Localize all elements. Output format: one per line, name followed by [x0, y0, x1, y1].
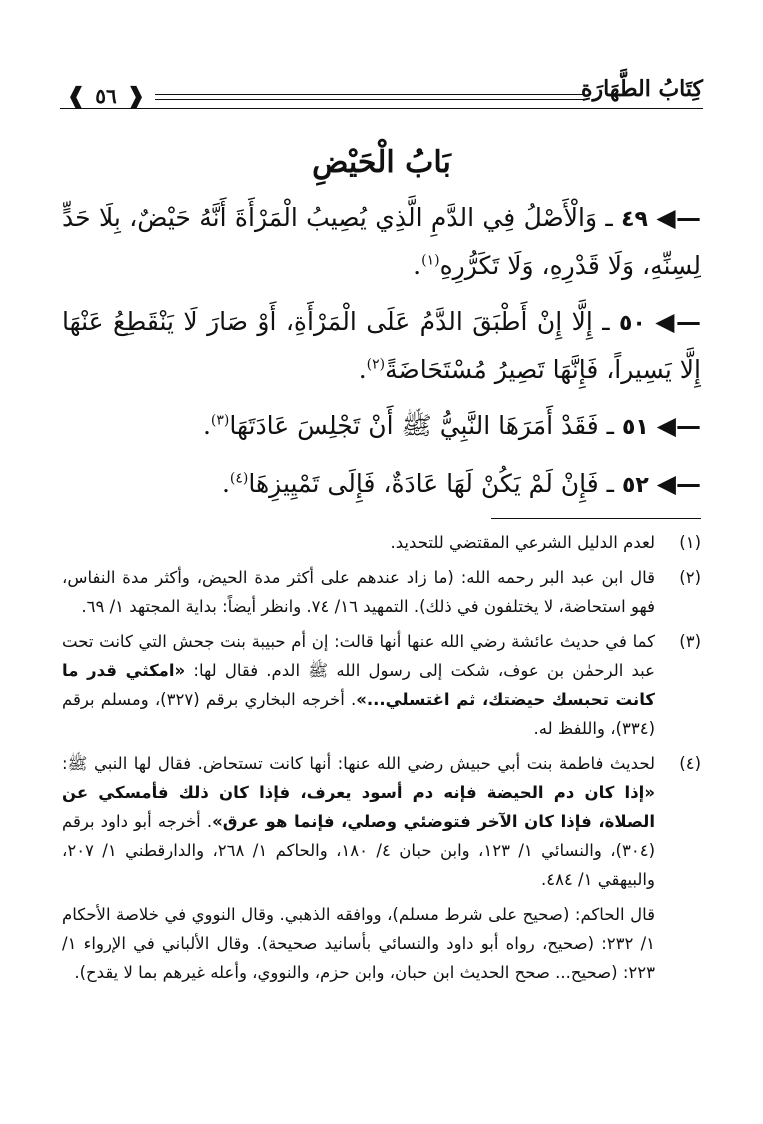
chapter-title: بَابُ الْحَيْضِ: [312, 145, 451, 180]
footnote-ref[interactable]: (١): [421, 252, 440, 269]
item-number: ٥٢: [621, 473, 649, 498]
footnote: [62, 528, 701, 557]
footnote-number: (١): [679, 533, 701, 552]
footnote-number: (٢): [679, 568, 701, 587]
footnote-text: قال ابن عبد البر رحمه الله: (ما زاد عندهم على أكثر مدة الحيض، وأكثر مدة النفاس، فهو استحاضة، لا يختلفون في ذلك). التمهيد ١٦/ ٧٤. وانظر أيضاً: بداية المجتهد ١/ ٦٩.: [62, 568, 655, 616]
ornament-icon: —◀: [656, 469, 701, 498]
item-text: ـ فَإِنْ لَمْ يَكُنْ لَهَا عَادَةٌ، فَإِلَى تَمْيِيزِهَا: [248, 469, 614, 498]
item-text: ـ وَالْأَصْلُ فِي الدَّمِ الَّذِي يُصِيبُ الْمَرْأَةَ أَنَّهُ حَيْضٌ، بِلَا حَدٍّ لِسِنِّهِ، وَلَا قَدْرِهِ، وَلَا تَكَرُّرِهِ: [62, 203, 701, 280]
bracket-left-icon: ❰: [66, 83, 86, 109]
footnote-ref[interactable]: (٢): [366, 356, 386, 373]
footnote-ref[interactable]: (٣): [210, 412, 230, 429]
ornament-icon: —◀: [656, 203, 701, 232]
matn-item: —◀ ٤٩ ـ وَالْأَصْلُ فِي الدَّمِ الَّذِي يُصِيبُ الْمَرْأَةَ أَنَّهُ حَيْضٌ، بِلَا حَدٍّ لِسِنِّهِ، وَلَا قَدْرِهِ، وَلَا تَكَرُّرِهِ$^{(١)}$.: [62, 203, 701, 280]
page-number-box: [60, 82, 152, 110]
ornament-icon: —◀: [656, 411, 701, 440]
item-number: ٥١: [621, 415, 649, 440]
footnote-text: لعدم الدليل الشرعي المقتضي للتحديد.: [390, 533, 655, 552]
matn-item: —◀ ٥٠ ـ إِلَّا إِنْ أَطْبَقَ الدَّمُ عَلَى الْمَرْأَةِ، أَوْ صَارَ لَا يَنْقَطِعُ عَنْهَا إِلَّا يَسِيراً، فَإِنَّهَا تَصِيرُ مُسْتَحَاضَةً$^{(٢)}$.: [62, 307, 701, 384]
footnotes: [62, 528, 701, 987]
page-number: ٥٦: [95, 84, 117, 108]
header-rule: [60, 108, 703, 109]
item-number: ٥٠: [619, 311, 646, 336]
page-header: [60, 70, 703, 110]
footnote-ref[interactable]: (٤): [229, 470, 249, 487]
main-text: [62, 195, 701, 519]
bracket-right-icon: ❱: [126, 83, 146, 109]
running-title: كِتَابُ الطَّهَارَةِ: [580, 76, 703, 102]
footnote-text: . أخرجه البخاري برقم (٣٢٧)، ومسلم برقم (٣٣٤)، واللفظ له.: [62, 690, 655, 738]
item-text: ـ فَقَدْ أَمَرَهَا النَّبِيُّ ﷺ أَنْ تَجْلِسَ عَادَتَهَا: [229, 411, 614, 440]
footnote-continuation: قال الحاكم: (صحيح على شرط مسلم)، ووافقه الذهبي. وقال النووي في خلاصة الأحكام ١/ ٢٣٢: (صحيح، رواه أبو داود والنسائي بأسانيد صحيحة). وقال الألباني في الإرواء ١/ ٢٢٣: (صحيح... صحح الحديث ابن حبان، وابن حزم، والنووي، وأعله غيرهم بما لا يقدح).: [62, 905, 655, 982]
footnote-number: (٤): [679, 754, 701, 773]
footnote-number: (٣): [679, 632, 701, 651]
header-double-rule-top: [155, 94, 583, 95]
matn-item: —◀ ٥١ ـ فَقَدْ أَمَرَهَا النَّبِيُّ ﷺ أَنْ تَجْلِسَ عَادَتَهَا$^{(٣)}$.: [202, 411, 701, 440]
header-double-rule-bottom: [155, 99, 583, 100]
item-text: ـ إِلَّا إِنْ أَطْبَقَ الدَّمُ عَلَى الْمَرْأَةِ، أَوْ صَارَ لَا يَنْقَطِعُ عَنْهَا إِلَّا يَسِيراً، فَإِنَّهَا تَصِيرُ مُسْتَحَاضَةً: [62, 307, 701, 384]
footnote: [62, 749, 701, 894]
hadith-quote: «إذا كان دم الحيضة فإنه دم أسود يعرف، فإذا كان ذلك فأمسكي عن الصلاة، فإذا كان الآخر فتوضئي وصلي، فإنما هو عرق»: [62, 783, 655, 831]
footnote-text: لحديث فاطمة بنت أبي حبيش رضي الله عنها: أنها كانت تستحاض. فقال لها النبي ﷺ:: [62, 754, 655, 773]
footnote-separator: [491, 518, 701, 519]
footnote-text: . أخرجه أبو داود برقم (٣٠٤)، والنسائي ١/ ١٢٣، وابن حبان ٤/ ١٨٠، والحاكم ١/ ٢٦٨، والدارقطني ١/ ٢٠٧، والبيهقي ١/ ٤٨٤.: [62, 812, 655, 889]
ornament-icon: —◀: [655, 307, 701, 336]
matn-item: —◀ ٥٢ ـ فَإِنْ لَمْ يَكُنْ لَهَا عَادَةٌ، فَإِلَى تَمْيِيزِهَا$^{(٤)}$.: [221, 469, 701, 498]
hadith-quote: «امكثي قدر ما كانت تحبسك حيضتك، ثم اغتسلي...»: [62, 661, 656, 709]
item-number: ٤٩: [621, 207, 648, 232]
footnote-text: كما في حديث عائشة رضي الله عنها أنها قالت: إن أم حبيبة بنت جحش التي كانت تحت عبد الرحمٰن بن عوف، شكت إلى رسول الله ﷺ الدم. فقال لها:: [62, 632, 655, 680]
footnote: [62, 627, 701, 743]
footnote: [62, 563, 701, 621]
